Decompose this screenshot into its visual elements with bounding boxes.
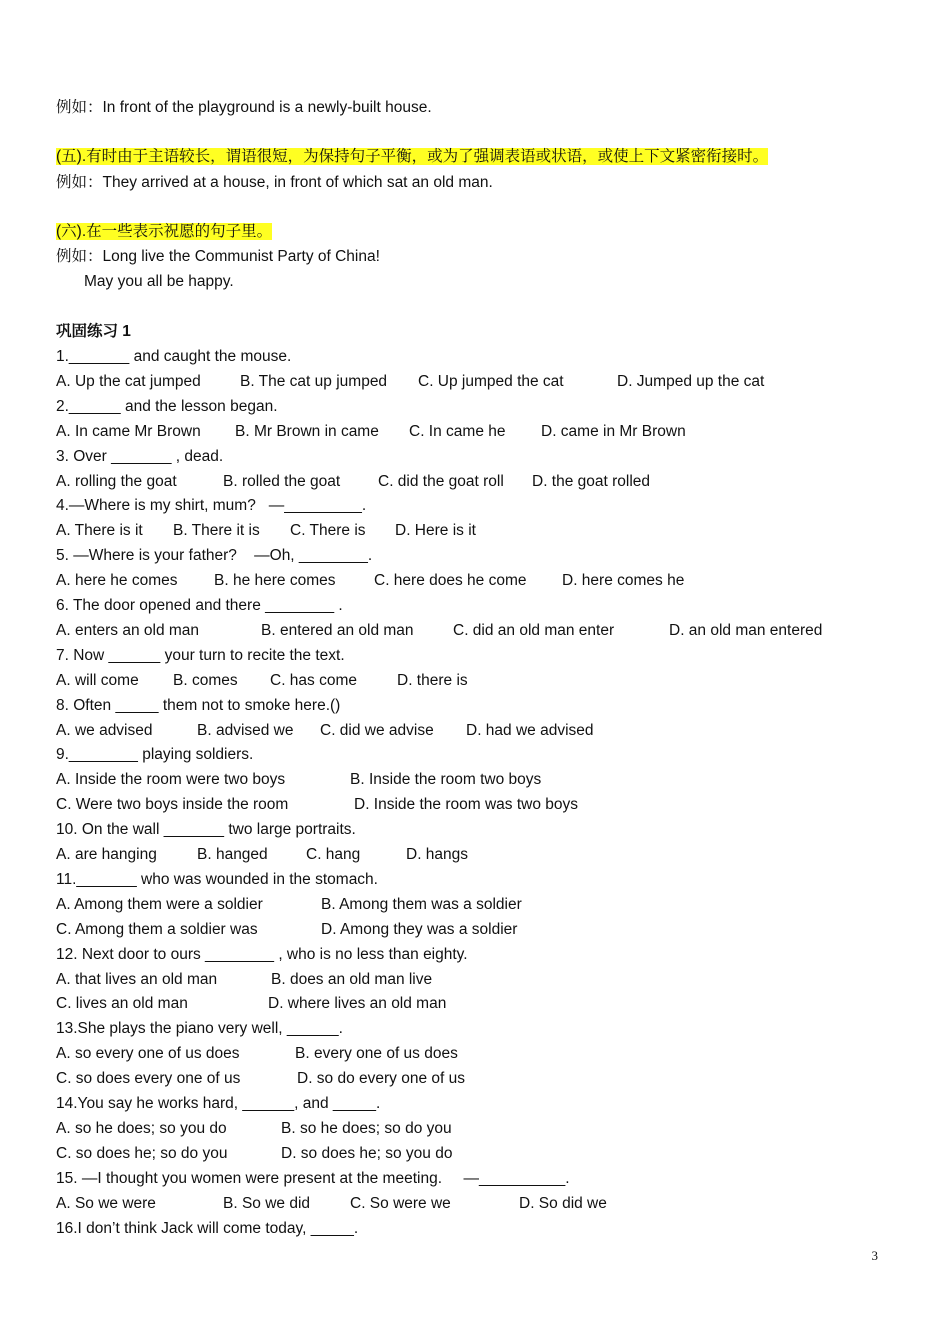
question-stem: 10. On the wall _______ two large portraits. xyxy=(56,821,356,839)
question-stem: 9.________ playing soldiers. xyxy=(56,746,254,764)
answer-option: A. will come xyxy=(56,671,139,689)
answer-option: B. does an old man live xyxy=(271,970,433,988)
answer-option: D. So did we xyxy=(519,1194,607,1212)
answer-option: A. that lives an old man xyxy=(56,970,218,988)
answer-option: B. hanged xyxy=(197,846,268,863)
rule-5 xyxy=(56,147,768,167)
answer-option: B. Among them was a soldier xyxy=(321,895,522,913)
question-stem: 12. Next door to ours ________ , who is no less than eighty. xyxy=(56,945,468,963)
question-stem: 13.She plays the piano very well, ______. xyxy=(56,1020,343,1038)
answer-option: A. In came Mr Brown xyxy=(56,422,201,440)
answer-option: B. entered an old man xyxy=(261,621,414,639)
answer-option: A. Up the cat jumped xyxy=(56,372,201,390)
answer-option: C. so does he; so do you xyxy=(56,1144,228,1162)
intro-example-4: May you all be happy. xyxy=(84,273,234,290)
answer-option: D. so do every one of us xyxy=(297,1070,466,1088)
answer-option: B. every one of us does xyxy=(295,1045,458,1063)
question-stem: 7. Now ______ your turn to recite the text. xyxy=(56,646,345,664)
question-stem: 16.I don’t think Jack will come today, _____. xyxy=(56,1219,359,1237)
answer-option: C. here does he come xyxy=(374,572,527,590)
question-stem: 1._______ and caught the mouse. xyxy=(56,348,292,365)
answer-option: B. So we did xyxy=(223,1194,311,1212)
question-stem: 14.You say he works hard, ______, and _____. xyxy=(56,1095,381,1112)
question-stem: 3. Over _______ , dead. xyxy=(56,447,224,465)
answer-option: B. There it is xyxy=(173,522,260,540)
answer-option: C. did we advise xyxy=(320,721,434,739)
rule-5-highlight: (五).有时由于主语较长，谓语很短，为保持句子平衡，或为了强调表语或状语，或使上下文紧密衔接时。 xyxy=(56,148,769,165)
answer-option: B. comes xyxy=(173,671,238,689)
answer-option: B. The cat up jumped xyxy=(240,372,388,390)
answer-option: B. rolled the goat xyxy=(223,472,341,490)
answer-option: D. the goat rolled xyxy=(532,472,651,490)
answer-option: B. he here comes xyxy=(214,572,336,590)
answer-option: C. So were we xyxy=(350,1194,451,1212)
question-stem: 15. —I thought you women were present at the meeting. —__________. xyxy=(56,1169,570,1187)
answer-option: D. Among they was a soldier xyxy=(321,920,518,938)
answer-option: B. Mr Brown in came xyxy=(235,422,379,440)
answer-option: D. here comes he xyxy=(562,572,685,590)
answer-option: A. so he does; so you do xyxy=(56,1119,227,1137)
answer-option: D. Jumped up the cat xyxy=(617,372,765,390)
intro-example-3: 例如：Long live the Communist Party of China! xyxy=(56,248,380,265)
answer-option: A. we advised xyxy=(56,721,153,739)
answer-option: D. an old man entered xyxy=(669,621,823,639)
answer-option: A. rolling the goat xyxy=(56,472,177,490)
answer-option: A. Among them were a soldier xyxy=(56,895,263,913)
section-title: 巩固练习 1 xyxy=(56,323,131,340)
answer-option: C. Up jumped the cat xyxy=(418,372,564,390)
answer-option: D. Here is it xyxy=(395,522,476,540)
rule-6 xyxy=(56,222,272,242)
answer-option: D. came in Mr Brown xyxy=(541,422,686,440)
question-stem: 4.—Where is my shirt, mum? —_________. xyxy=(56,497,367,515)
answer-option: A. so every one of us does xyxy=(56,1045,240,1063)
question-stem: 6. The door opened and there ________ . xyxy=(56,597,343,614)
question-stem: 5. —Where is your father? —Oh, ________. xyxy=(56,547,373,565)
answer-option: C. so does every one of us xyxy=(56,1070,241,1088)
answer-option: C. Among them a soldier was xyxy=(56,920,258,938)
answer-option: A. There is it xyxy=(56,522,143,540)
answer-option: A. here he comes xyxy=(56,572,178,590)
answer-option: A. So we were xyxy=(56,1194,156,1212)
question-stem: 11._______ who was wounded in the stomach. xyxy=(56,870,378,888)
answer-option: D. where lives an old man xyxy=(268,995,447,1013)
answer-option: B. Inside the room two boys xyxy=(350,771,542,789)
answer-option: C. Were two boys inside the room xyxy=(56,796,289,814)
intro-example-1: 例如：In front of the playground is a newly-built house. xyxy=(56,99,432,116)
answer-option: D. hangs xyxy=(406,846,469,863)
page-number: 3 xyxy=(871,1248,878,1263)
answer-option: D. so does he; so you do xyxy=(281,1144,453,1162)
answer-option: C. has come xyxy=(270,671,358,689)
answer-option: C. lives an old man xyxy=(56,995,188,1013)
answer-option: C. did the goat roll xyxy=(378,472,504,490)
answer-option: B. advised we xyxy=(197,721,294,739)
question-stem: 2.______ and the lesson began. xyxy=(56,397,278,415)
answer-option: C. There is xyxy=(290,522,366,540)
answer-option: B. so he does; so do you xyxy=(281,1119,452,1137)
rule-6-highlight: (六).在一些表示祝愿的句子里。 xyxy=(56,223,273,240)
answer-option: C. hang xyxy=(306,846,361,863)
answer-option: D. there is xyxy=(397,671,468,689)
answer-option: D. Inside the room was two boys xyxy=(354,796,578,814)
question-stem: 8. Often _____ them not to smoke here.() xyxy=(56,696,341,714)
answer-option: C. In came he xyxy=(409,422,506,440)
answer-option: A. enters an old man xyxy=(56,621,200,639)
answer-option: A. are hanging xyxy=(56,846,157,863)
intro-example-2: 例如：They arrived at a house, in front of which sat an old man. xyxy=(56,174,493,191)
answer-option: D. had we advised xyxy=(466,721,594,739)
answer-option: C. did an old man enter xyxy=(453,621,615,639)
answer-option: A. Inside the room were two boys xyxy=(56,771,286,789)
